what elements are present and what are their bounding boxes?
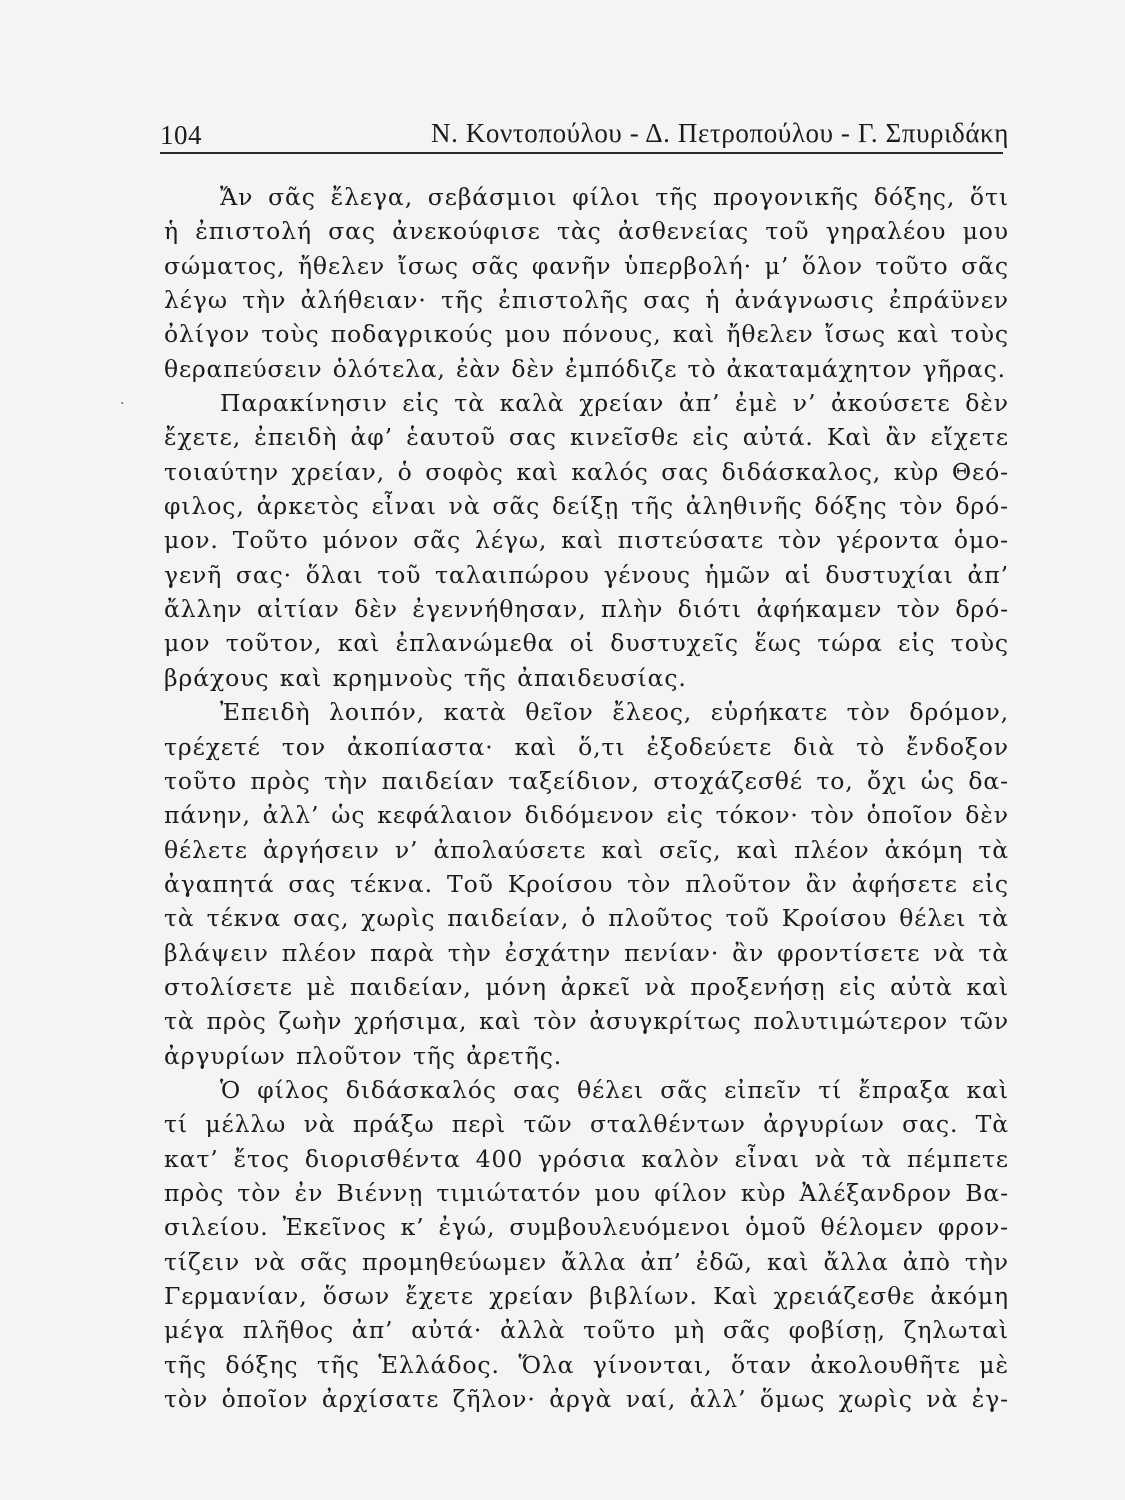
text-line: τίζειν νὰ σᾶς προμηθεύωμεν ἄλλα ἀπ’ ἐδῶ, καὶ ἄλλα ἀπὸ τὴν (164, 1247, 1009, 1276)
text-line: ἡ ἐπιστολή σας ἀνεκούφισε τὰς ἀσθενείας τοῦ γηραλέου μου (164, 217, 1009, 246)
text-line: πάνην, ἀλλ’ ὡς κεφάλαιον διδόμενον εἰς τόκον· τὸν ὁποῖον δὲν (164, 801, 1009, 830)
text-line: ἀγαπητά σας τέκνα. Τοῦ Κροίσου τὸν πλοῦτον ἂν ἀφήσετε εἰς (164, 869, 1009, 898)
text-line: σώματος, ἤθελεν ἴσως σᾶς φανῆν ὑπερβολή· μ’ ὅλον τοῦτο σᾶς (164, 251, 1009, 280)
text-line: βράχους καὶ κρημνοὺς τῆς ἀπαιδευσίας. (164, 663, 687, 692)
text-line: μέγα πλῆθος ἀπ’ αὐτά· ἀλλὰ τοῦτο μὴ σᾶς φοβίσῃ, ζηλωταὶ (164, 1316, 1009, 1345)
letter-body (164, 180, 1009, 1416)
text-line: μον. Τοῦτο μόνον σᾶς λέγω, καὶ πιστεύσατε τὸν γέροντα ὁμο- (164, 526, 1009, 555)
text-line: τί μέλλω νὰ πράξω περὶ τῶν σταλθέντων ἀργυρίων σας. Τὰ (164, 1110, 1009, 1139)
running-head-authors: Ν. Κοντοπούλου - Δ. Πετροπούλου - Γ. Σπυριδάκη (430, 118, 1009, 148)
text-line: ἀργυρίων πλοῦτον τῆς ἀρετῆς. (164, 1041, 563, 1070)
header-rule (160, 152, 1003, 154)
text-line: λέγω τὴν ἀλήθειαν· τῆς ἐπιστολῆς σας ἡ ἀνάγνωσις ἐπράϋνεν (164, 286, 1009, 315)
text-line: θέλετε ἀργήσειν ν’ ἀπολαύσετε καὶ σεῖς, καὶ πλέον ἀκόμη τὰ (164, 835, 1009, 864)
text-line: γενῆ σας· ὅλαι τοῦ ταλαιπώρου γένους ἡμῶν αἱ δυστυχίαι ἀπ’ (164, 560, 1009, 589)
text-line: κατ’ ἔτος διορισθέντα 400 γρόσια καλὸν εἶναι νὰ τὰ πέμπετε (164, 1144, 1009, 1173)
text-line: τὸν ὁποῖον ἀρχίσατε ζῆλον· ἀργὰ ναί, ἀλλ’ ὅμως χωρὶς νὰ ἐγ- (164, 1385, 1009, 1414)
text-line: ἄλλην αἰτίαν δὲν ἐγεννήθησαν, πλὴν διότι ἀφήκαμεν τὸν δρό- (164, 595, 1009, 624)
text-line: πρὸς τὸν ἐν Βιέννῃ τιμιώτατόν μου φίλον κὺρ Ἀλέξανδρον Βα- (164, 1178, 1009, 1207)
text-line: σιλείου. Ἐκεῖνος κ’ ἐγώ, συμβουλευόμενοι ὁμοῦ θέλομεν φρον- (164, 1213, 1009, 1242)
text-line: τῆς δόξης τῆς Ἑλλάδος. Ὅλα γίνονται, ὅταν ἀκολουθῆτε μὲ (164, 1350, 1009, 1379)
text-line: θεραπεύσειν ὁλότελα, ἐὰν δὲν ἐμπόδιζε τὸ ἀκαταμάχητον γῆρας. (164, 354, 1006, 383)
text-line: τὰ τέκνα σας, χωρὶς παιδείαν, ὁ πλοῦτος τοῦ Κροίσου θέλει τὰ (164, 904, 1009, 933)
page-number: 104 (160, 120, 202, 150)
text-line: Γερμανίαν, ὅσων ἔχετε χρείαν βιβλίων. Καὶ χρειάζεσθε ἀκόμη (164, 1282, 1009, 1310)
text-line: ἔχετε, ἐπειδὴ ἀφ’ ἑαυτοῦ σας κινεῖσθε εἰς αὐτά. Καὶ ἂν εἴχετε (164, 423, 1009, 452)
text-line: φιλος, ἀρκετὸς εἶναι νὰ σᾶς δείξῃ τῆς ἀληθινῆς δόξης τὸν δρό- (164, 492, 1009, 521)
text-line: μον τοῦτον, καὶ ἐπλανώμεθα οἱ δυστυχεῖς ἕως τώρα εἰς τοὺς (164, 629, 1009, 658)
margin-mark: · (120, 396, 125, 412)
text-line: τοιαύτην χρείαν, ὁ σοφὸς καὶ καλός σας διδάσκαλος, κὺρ Θεό- (164, 457, 1009, 486)
page-header (160, 116, 1009, 156)
text-line: ὀλίγον τοὺς ποδαγρικούς μου πόνους, καὶ ἤθελεν ἴσως καὶ τοὺς (164, 320, 1009, 349)
text-line: Ὁ φίλος διδάσκαλός σας θέλει σᾶς εἰπεῖν τί ἔπραξα καὶ (220, 1075, 1009, 1104)
text-line: Παρακίνησιν εἰς τὰ καλὰ χρείαν ἀπ’ ἐμὲ ν’ ἀκούσετε δὲν (220, 389, 1009, 418)
text-line: στολίσετε μὲ παιδείαν, μόνη ἀρκεῖ νὰ προξενήσῃ εἰς αὐτὰ καὶ (164, 972, 1009, 1001)
text-line: Ἄν σᾶς ἔλεγα, σεβάσμιοι φίλοι τῆς προγονικῆς δόξης, ὅτι (220, 183, 1009, 211)
text-line: τρέχετέ τον ἀκοπίαστα· καὶ ὅ,τι ἐξοδεύετε διὰ τὸ ἔνδοξον (164, 732, 1009, 761)
text-line: Ἐπειδὴ λοιπόν, κατὰ θεῖον ἔλεος, εὑρήκατε τὸν δρόμον, (220, 698, 1009, 727)
text-line: βλάψειν πλέον παρὰ τὴν ἐσχάτην πενίαν· ἂν φροντίσετε νὰ τὰ (164, 938, 1009, 967)
text-line: τοῦτο πρὸς τὴν παιδείαν ταξείδιον, στοχάζεσθέ το, ὄχι ὡς δα- (164, 766, 1009, 795)
text-line: τὰ πρὸς ζωὴν χρήσιμα, καὶ τὸν ἀσυγκρίτως πολυτιμώτερον τῶν (164, 1007, 1009, 1036)
